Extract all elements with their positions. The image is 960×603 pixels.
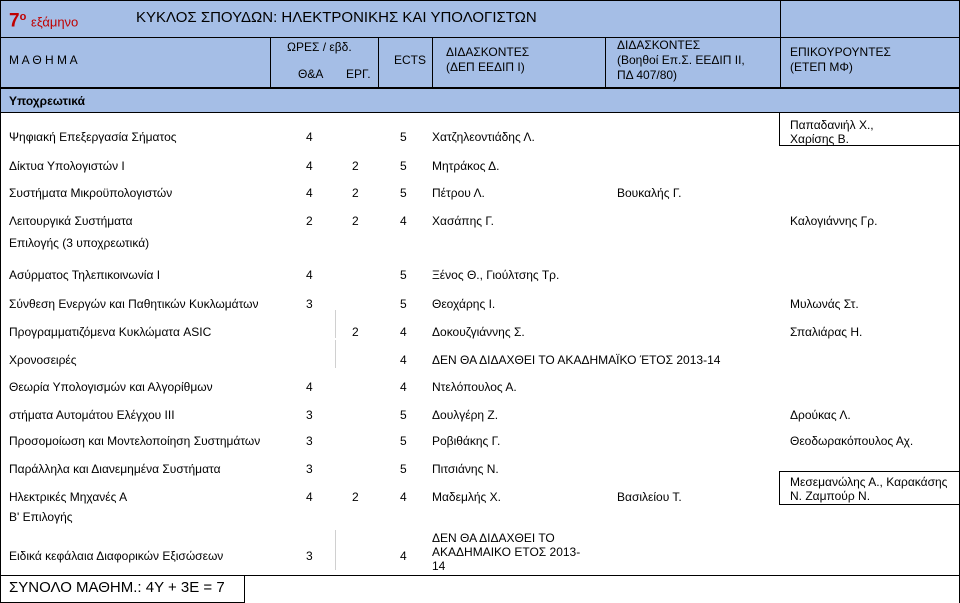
theory-hours: 4	[306, 490, 313, 504]
ects-value: 4	[400, 214, 407, 228]
semester-label: $7^o$ εξάμηνο	[9, 10, 79, 32]
teacher-name: Ξένος Θ., Γιούλτσης Τρ.	[432, 268, 560, 282]
col-course-header: Μ Α Θ Η Μ Α	[9, 53, 78, 67]
assistant-name: Βουκαλής Γ.	[617, 186, 682, 200]
lab-hours: 2	[352, 214, 359, 228]
course-name: Προγραμματιζόμενα Κυκλώματα ASIC	[9, 325, 212, 339]
theory-hours: 4	[306, 380, 313, 394]
course-name: στήματα Αυτομάτου Ελέγχου ΙΙΙ	[9, 408, 175, 422]
course-name: Θεωρία Υπολογισμών και Αλγορίθμων	[9, 380, 213, 394]
support-name: Δρούκας Λ.	[790, 408, 851, 422]
assistant-name: Βασιλείου Τ.	[617, 490, 682, 504]
ects-value: 5	[400, 268, 407, 282]
theory-hours: 4	[306, 130, 313, 144]
course-name: Ψηφιακή Επεξεργασία Σήματος	[9, 130, 177, 144]
ects-value: 5	[400, 462, 407, 476]
support-name: Θεοδωρακόπουλος Αχ.	[790, 434, 914, 448]
theory-hours: 4	[306, 186, 313, 200]
course-name: Συστήματα Μικροϋπολογιστών	[9, 186, 173, 200]
teacher-name: Ντελόπουλος Α.	[432, 380, 517, 394]
ects-value: 4	[400, 353, 407, 367]
col-ects-header: ECTS	[394, 53, 427, 67]
course-name: Λειτουργικά Συστήματα	[9, 214, 133, 228]
section-electives: Επιλογής (3 υποχρεωτικά)	[9, 236, 150, 250]
course-name: Παράλληλα και Διανεμημένα Συστήματα	[9, 462, 221, 476]
support-name: Καλογιάννης Γρ.	[790, 214, 878, 228]
theory-hours: 4	[306, 268, 313, 282]
theory-hours: 4	[306, 159, 313, 173]
col-hours-header: ΩΡΕΣ / εβδ.	[287, 40, 352, 54]
section-band-required	[0, 89, 960, 112]
teacher-name: Μητράκος Δ.	[432, 159, 500, 173]
teacher-name: Χασάπης Γ.	[432, 214, 494, 228]
col-assist-header-3: ΠΔ 407/80)	[617, 68, 678, 82]
col-support-header-1: ΕΠΙΚΟΥΡΟΥΝΤΕΣ	[790, 45, 891, 59]
teacher-name: Πέτρου Λ.	[432, 186, 485, 200]
col-assist-header-1: ΔΙΔΑΣΚΟΝΤΕΣ	[617, 38, 701, 52]
theory-hours: 3	[306, 462, 313, 476]
theory-hours: 3	[306, 408, 313, 422]
ects-value: 4	[400, 490, 407, 504]
course-name: Ηλεκτρικές Μηχανές Α	[9, 490, 128, 504]
course-name: Χρονοσειρές	[9, 353, 77, 367]
col-assist-header-2: (Βοηθοί Επ.Σ. ΕΕΔΙΠ ΙΙ,	[617, 53, 745, 67]
ects-value: 4	[400, 380, 407, 394]
teacher-name: Ροβιθάκης Γ.	[432, 434, 501, 448]
support-name: Σπαλιάρας Η.	[790, 325, 863, 339]
theory-hours: 3	[306, 549, 313, 563]
teacher-name: Θεοχάρης Ι.	[432, 297, 496, 311]
ects-value: 5	[400, 408, 407, 422]
teacher-name: ΔΕΝ ΘΑ ΔΙΔΑΧΘΕΙ ΤΟ ΑΚΑΔΗΜΑΪΚΟ ΈΤΟΣ 2013-14	[432, 353, 721, 367]
col-lab-header: ΕΡΓ.	[346, 67, 371, 81]
lab-hours: 2	[352, 325, 359, 339]
theory-hours: 3	[306, 434, 313, 448]
section-b-electives: Β' Επιλογής	[9, 510, 73, 524]
theory-hours: 3	[306, 297, 313, 311]
col-teachers-header-2: (ΔΕΠ ΕΕΔΙΠ Ι)	[446, 60, 525, 74]
support-name: Παπαδανιήλ Χ., Χαρίσης Β.	[790, 118, 874, 146]
ects-value: 5	[400, 130, 407, 144]
ects-value: 5	[400, 297, 407, 311]
lab-hours: 2	[352, 490, 359, 504]
section-required: Υποχρεωτικά	[9, 94, 85, 108]
teacher-name: Χατζηλεοντιάδης Λ.	[432, 130, 535, 144]
course-name: Προσομοίωση και Μοντελοποίηση Συστημάτων	[9, 434, 261, 448]
ects-value: 5	[400, 434, 407, 448]
lab-hours: 2	[352, 159, 359, 173]
teacher-name: Μαδεμλής Χ.	[432, 490, 502, 504]
ects-value: 5	[400, 159, 407, 173]
teacher-name: Δουλγέρη Ζ.	[432, 408, 499, 422]
course-name: Ειδικά κεφάλαια Διαφορικών Εξισώσεων	[9, 549, 224, 563]
teacher-name: Πιτσιάνης Ν.	[432, 462, 499, 476]
total-summary: ΣΥΝΟΛΟ ΜΑΘΗΜ.: 4Υ + 3Ε = 7	[9, 579, 225, 596]
ects-value: 5	[400, 186, 407, 200]
course-name: Ασύρματος Τηλεπικοινωνία Ι	[9, 268, 161, 282]
col-support-header-2: (ΕΤΕΠ ΜΦ)	[790, 60, 853, 74]
course-name: Σύνθεση Ενεργών και Παθητικών Κυκλωμάτων	[9, 297, 259, 311]
ects-value: 4	[400, 325, 407, 339]
teacher-name: ΔΕΝ ΘΑ ΔΙΔΑΧΘΕΙ ΤΟ ΑΚΑΔΗΜΑΙΚΟ ΕΤΟΣ 2013- 14	[432, 531, 581, 573]
teacher-name: Δοκουζγιάννης Σ.	[432, 325, 525, 339]
lab-hours: 2	[352, 186, 359, 200]
support-name: Μυλωνάς Στ.	[790, 297, 859, 311]
theory-hours: 2	[306, 214, 313, 228]
col-theory-header: Θ&Α	[298, 67, 324, 81]
support-name: Μεσεμανώλης Α., Καρακάσης Ν. Ζαμπούρ Ν.	[790, 475, 948, 503]
course-name: Δίκτυα Υπολογιστών Ι	[9, 159, 125, 173]
programme-title: ΚΥΚΛΟΣ ΣΠΟΥΔΩΝ: ΗΛΕΚΤΡΟΝΙΚΗΣ ΚΑΙ ΥΠΟΛΟΓΙΣΤΩΝ	[136, 9, 537, 26]
ects-value: 4	[400, 549, 407, 563]
col-teachers-header-1: ΔΙΔΑΣΚΟΝΤΕΣ	[446, 45, 530, 59]
